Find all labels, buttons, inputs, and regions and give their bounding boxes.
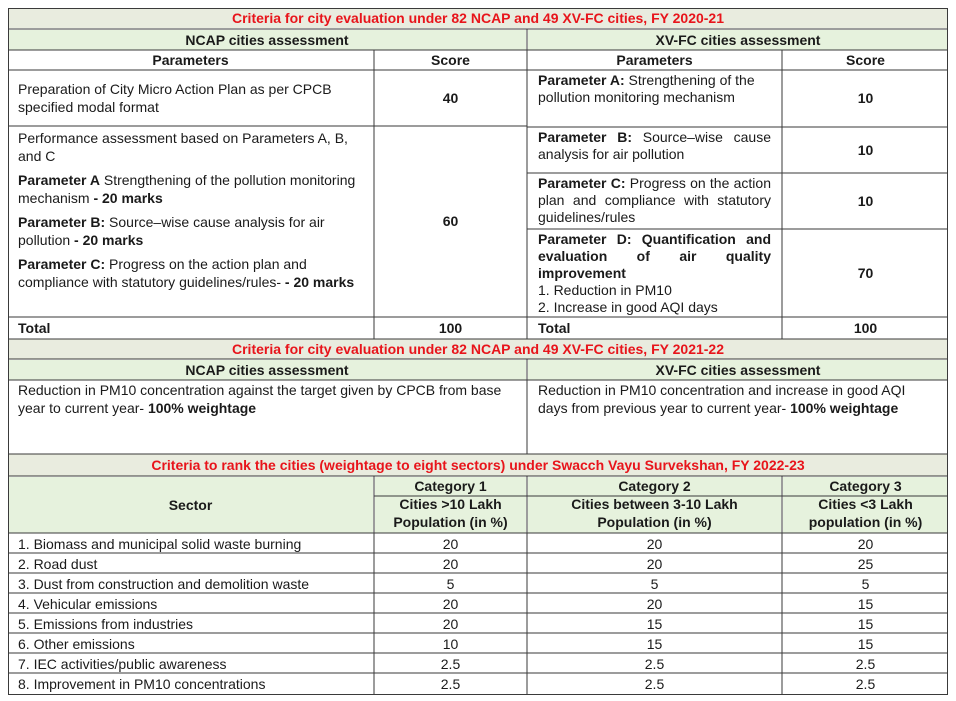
ncap-header: NCAP cities assessment [8, 30, 526, 50]
xvfc-param-d [528, 230, 781, 316]
section2-title: Criteria for city evaluation under 82 NCAP and 49 XV-FC cities, FY 2021-22 [8, 339, 948, 359]
sector-row-2-cat2: 20 [646, 556, 663, 572]
ncap-param-c-marks: - 20 marks [284, 274, 355, 290]
category-3-name: Category 3 [829, 478, 902, 494]
xvfc-param-d-label: Parameter D: Quantification and evaluation of air quality improvement [538, 231, 771, 281]
sector-row-1: 1. Biomass and municipal solid waste burning [18, 536, 302, 552]
category-2-line1: Cities between 3-10 Lakh [571, 496, 738, 512]
sector-row-3-cat2: 5 [650, 576, 659, 592]
sector-row-5-cat2: 15 [646, 616, 663, 632]
ncap-param-a-text: Strengthening of the pollution monitoring mechanism [18, 172, 356, 206]
ncap-row2-score: 60 [442, 213, 459, 229]
sector-row-3-cat1: 5 [446, 576, 455, 592]
ncap-param-c [18, 255, 363, 291]
xvfc-2021-text [528, 380, 948, 454]
category-2-line2: Population (in %) [597, 514, 712, 530]
sector-row-6-cat1: 10 [442, 636, 459, 652]
xvfc-score-header: Score [846, 52, 885, 68]
xvfc-param-c [528, 174, 781, 228]
sector-row-6-cat2: 15 [646, 636, 663, 652]
section3-title: Criteria to rank the cities (weightage to eight sectors) under Swacch Vayu Survekshan, FY 2022-23 [8, 454, 948, 476]
xvfc-parameters-header: Parameters [616, 52, 693, 68]
xvfc-2021-weight: 100% weightage [790, 400, 899, 416]
ncap-row1-label: Preparation of City Micro Action Plan as per CPCB specified modal format [18, 81, 332, 115]
sector-row-7-cat2: 2.5 [644, 656, 665, 672]
ncap-row1-score: 40 [442, 90, 459, 106]
sector-row-1-cat3: 20 [857, 536, 874, 552]
ncap-param-a-marks: - 20 marks [93, 190, 163, 206]
ncap-param-c-text: Progress on the action plan and compliance with statutory guidelines/rules- [18, 256, 307, 290]
sector-row-4: 4. Vehicular emissions [18, 596, 158, 612]
sector-row-5: 5. Emissions from industries [18, 616, 194, 632]
xvfc-param-d-score: 70 [857, 265, 874, 281]
sector-row-4-cat2: 20 [646, 596, 663, 612]
ncap-row2-text [8, 126, 373, 316]
xvfc-param-c-score: 10 [857, 193, 874, 209]
ncap-param-c-label: Parameter C: [18, 256, 106, 272]
ncap-total-score: 100 [438, 320, 463, 336]
ncap-param-b-text: Source–wise cause analysis for air pollution [18, 214, 325, 248]
sector-row-5-cat1: 20 [442, 616, 459, 632]
ncap-2021-weight: 100% weightage [147, 400, 257, 416]
ncap-param-a [18, 171, 363, 207]
ncap-row1-text [8, 70, 373, 126]
sector-row-2-cat1: 20 [442, 556, 459, 572]
sector-row-6-cat3: 15 [857, 636, 874, 652]
ncap-row2-intro: Performance assessment based on Parameters A, B, and C [18, 130, 348, 164]
xvfc-total-score: 100 [853, 320, 878, 336]
category-3-line2: population (in %) [808, 514, 923, 530]
category-1-line2: Population (in %) [393, 514, 508, 530]
xvfc-param-a-score: 10 [857, 90, 874, 106]
ncap-parameters-header: Parameters [152, 52, 229, 68]
sector-row-4-cat3: 15 [857, 596, 874, 612]
xvfc-param-b [528, 128, 781, 172]
sector-row-8-cat3: 2.5 [855, 676, 876, 692]
sector-row-3-cat3: 5 [861, 576, 870, 592]
ncap-total-label: Total [18, 320, 51, 336]
category-2-header [528, 477, 781, 533]
category-1-line1: Cities >10 Lakh [399, 496, 502, 512]
sector-row-8-cat2: 2.5 [644, 676, 665, 692]
ncap-param-b [18, 213, 363, 249]
category-3-header [783, 477, 948, 533]
xvfc-total-label: Total [538, 320, 571, 336]
xvfc-header-2: XV-FC cities assessment [528, 360, 948, 380]
section1-title: Criteria for city evaluation under 82 NCAP and 49 XV-FC cities, FY 2020-21 [8, 8, 948, 28]
sector-header: Sector [8, 477, 373, 533]
sector-row-6: 6. Other emissions [18, 636, 135, 652]
sector-row-7-cat1: 2.5 [440, 656, 461, 672]
sector-row-4-cat1: 20 [442, 596, 459, 612]
sector-row-7-cat3: 2.5 [855, 656, 876, 672]
xvfc-param-c-label: Parameter C: [538, 175, 626, 191]
sector-row-1-cat1: 20 [442, 536, 459, 552]
ncap-2021-desc: Reduction in PM10 concentration against the target given by CPCB from base year to current year- [18, 382, 502, 416]
category-2-name: Category 2 [618, 478, 691, 494]
xvfc-param-d-item1: 1. Reduction in PM10 [538, 282, 672, 298]
ncap-score-header: Score [431, 52, 470, 68]
xvfc-param-b-score: 10 [857, 142, 874, 158]
sector-row-7: 7. IEC activities/public awareness [18, 656, 227, 672]
xvfc-param-a [528, 72, 781, 126]
xvfc-param-d-item2: 2. Increase in good AQI days [538, 299, 718, 315]
category-1-header [375, 477, 526, 533]
sector-row-5-cat3: 15 [857, 616, 874, 632]
sector-row-2: 2. Road dust [18, 556, 98, 572]
xvfc-param-a-label: Parameter A: [538, 72, 625, 88]
ncap-2021-text [8, 380, 526, 454]
xvfc-param-b-label: Parameter B: [538, 129, 633, 145]
sector-row-8: 8. Improvement in PM10 concentrations [18, 676, 266, 692]
ncap-param-b-label: Parameter B: [18, 214, 106, 230]
xvfc-header: XV-FC cities assessment [528, 30, 948, 50]
xvfc-param-a-text: Strengthening of the pollution monitoring mechanism [538, 72, 755, 105]
category-3-line1: Cities <3 Lakh [818, 496, 913, 512]
criteria-document [8, 8, 948, 695]
sector-row-8-cat1: 2.5 [440, 676, 461, 692]
ncap-header-2: NCAP cities assessment [8, 360, 526, 380]
sector-row-3: 3. Dust from construction and demolition waste [18, 576, 310, 592]
ncap-param-b-marks: - 20 marks [74, 232, 144, 248]
category-1-name: Category 1 [414, 478, 487, 494]
xvfc-param-c-text: Progress on the action plan and compliance with statutory guidelines/rules [538, 175, 771, 225]
xvfc-2021-desc: Reduction in PM10 concentration and increase in good AQI days from previous year to current year- [538, 382, 906, 416]
ncap-param-a-label: Parameter A [18, 172, 100, 188]
sector-row-1-cat2: 20 [646, 536, 663, 552]
sector-row-2-cat3: 25 [857, 556, 874, 572]
xvfc-param-b-text: Source–wise cause analysis for air pollution [538, 129, 772, 162]
